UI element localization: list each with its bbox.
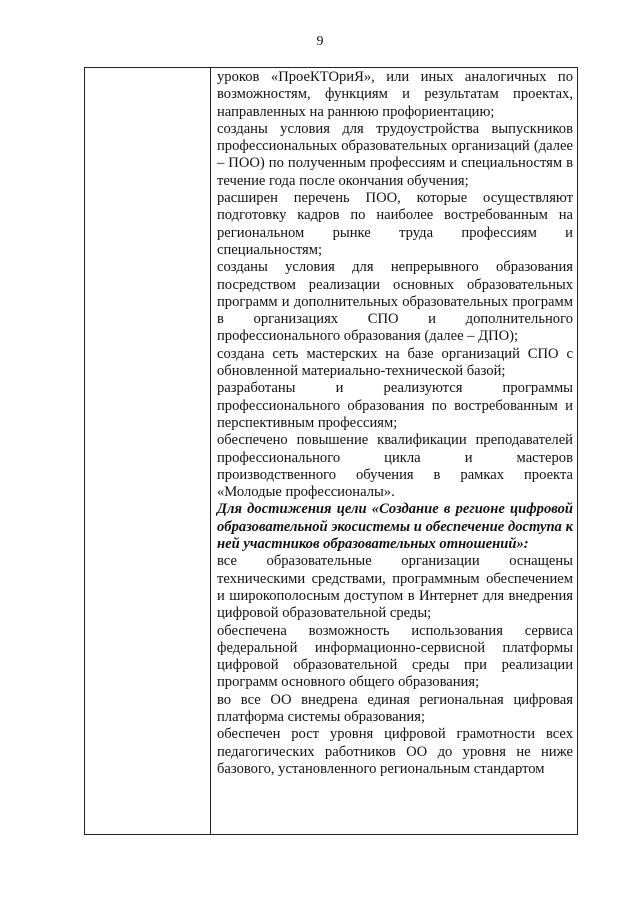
section-heading: Для достижения цели «Создание в регионе цифровой образовательной экосистемы и обеспечение доступа к ней участников образовательных отношений»: <box>217 501 573 553</box>
content-table <box>84 67 578 835</box>
page-number: 9 <box>316 34 324 49</box>
paragraph: созданы условия для трудоустройства выпускников профессиональных образовательных организаций (далее – ПОО) по полученным профессиям и специальностям в течение года после окончания обучения; <box>217 120 573 189</box>
table-left-cell <box>85 68 211 834</box>
paragraph: уроков «ПроеКТОриЯ», или иных аналогичных по возможностям, функциям и результатам проектах, направленных на раннюю профориентацию; <box>217 69 573 120</box>
paragraph: все образовательные организации оснащены техническими средствами, программным обеспечением и широкополосным доступом в Интернет для внедрения цифровой образовательной среды; <box>217 553 573 622</box>
paragraph: во все ОО внедрена единая региональная цифровая платформа системы образования; <box>217 691 573 725</box>
paragraph: созданы условия для непрерывного образования посредством реализации основных образовательных программ и дополнительных образовательных программ в организациях СПО и дополнительного профессионального образования (далее – ДПО); <box>217 259 573 345</box>
paragraph: обеспечен рост уровня цифровой грамотности всех педагогических работников ОО до уровня не ниже базового, установленного региональным стандартом <box>217 726 573 777</box>
paragraph: создана сеть мастерских на базе организаций СПО с обновленной материально-технической базой; <box>217 345 573 380</box>
paragraph: обеспечено повышение квалификации преподавателей профессионального цикла и мастеров производственного обучения в рамках проекта «Молодые профессионалы». <box>217 432 573 501</box>
paragraph: расширен перечень ПОО, которые осуществляют подготовку кадров по наиболее востребованным на региональном рынке труда профессиям и специальностям; <box>217 190 573 258</box>
table-right-cell <box>217 69 573 778</box>
paragraph: разработаны и реализуются программы профессионального образования по востребованным и перспективным профессиям; <box>217 380 573 431</box>
paragraph: обеспечена возможность использования сервиса федеральной информационно-сервисной платформы цифровой образовательной среды при реализации программ основного общего образования; <box>217 622 573 691</box>
